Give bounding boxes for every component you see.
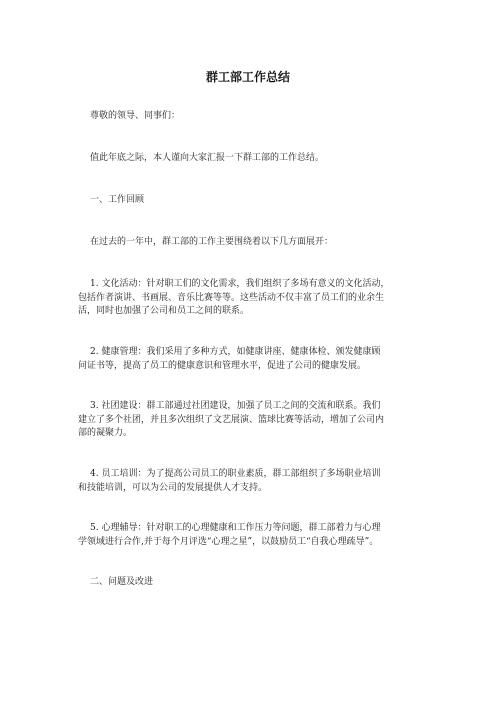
list-item-line: 包括作者演讲、书画展、音乐比赛等等。这些活动不仅丰富了员工们的业余生 — [78, 292, 385, 303]
list-item-line: 3. 社团建设：群工部通过社团建设，加强了员工之间的交流和联系。我们 — [90, 401, 381, 411]
list-item-line: 和技能培训，可以为公司的发展提供人才支持。 — [78, 482, 268, 493]
section-heading-improvement: 二、问题及改进 — [90, 577, 154, 587]
list-item-line: 部的凝聚力。 — [78, 428, 133, 438]
greeting-paragraph: 尊敬的领导、同事们： — [90, 111, 181, 121]
list-item-health — [78, 346, 420, 373]
list-item-line: 活，同时也加强了公司和员工之间的联系。 — [78, 306, 250, 316]
list-item-line: 2. 健康管理：我们采用了多种方式，如健康讲座、健康体检、颁发健康顾 — [90, 347, 381, 357]
list-item-line: 建立了多个社团，并且多次组织了文艺展演、篮球比赛等活动，增加了公司内 — [78, 414, 385, 425]
section-intro-paragraph: 在过去的一年中，群工部的工作主要围绕着以下几方面展开： — [90, 237, 334, 247]
list-item-clubs — [78, 400, 420, 441]
intro-paragraph: 值此年底之际，本人谨向大家汇报一下群工部的工作总结。 — [90, 153, 325, 163]
list-item-line: 学领域进行合作,并于每个月评选“心理之星”，以鼓励员工“自我心理疏导”。 — [78, 536, 379, 547]
list-item-line: 1. 文化活动：针对职工们的文化需求，我们组织了多场有意义的文化活动， — [90, 279, 390, 289]
list-item-line: 问证书等，提高了员工的健康意识和管理水平，促进了公司的健康发展。 — [78, 360, 367, 371]
document-title: 群工部工作总结 — [205, 70, 290, 84]
list-item-training — [78, 468, 420, 495]
list-item-line: 5. 心理辅导：针对职工的心理健康和工作压力等问题，群工部着力与心理 — [90, 523, 381, 533]
list-item-counseling — [78, 522, 420, 549]
section-heading-review: 一、工作回顾 — [90, 195, 145, 205]
list-item-line: 4. 员工培训：为了提高公司员工的职业素质，群工部组织了多场职业培训 — [90, 469, 381, 479]
list-item-culture — [78, 278, 420, 319]
